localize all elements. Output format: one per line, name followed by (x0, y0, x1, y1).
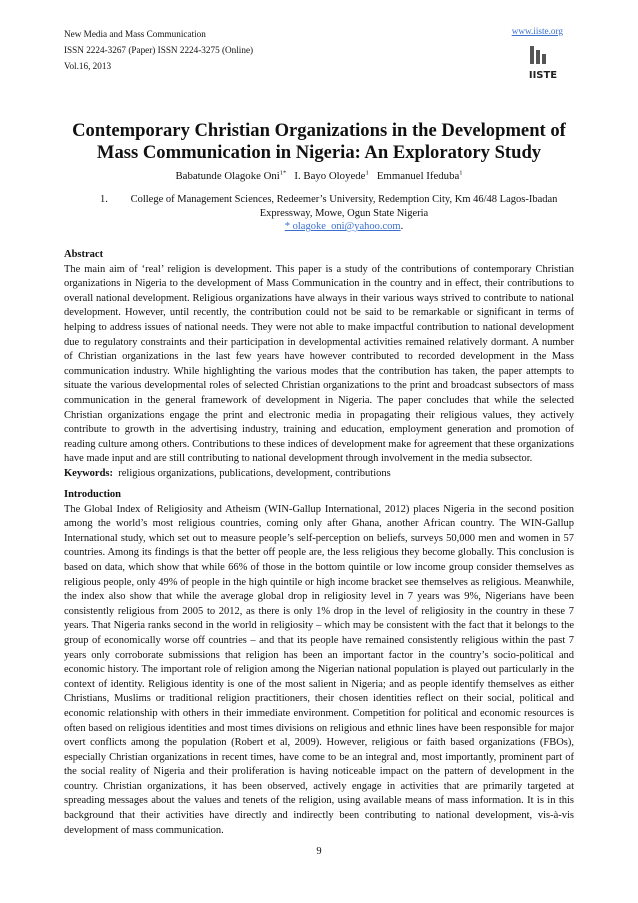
iiste-logo (528, 46, 558, 84)
affiliation-number: 1. (100, 194, 108, 205)
journal-header (64, 26, 253, 74)
issn-line: ISSN 2224-3267 (Paper) ISSN 2224-3275 (Online) (64, 45, 254, 55)
keywords-label: Keywords: (64, 467, 113, 479)
author-1: Babatunde Olagoke Oni$^{1*}$ (175, 169, 287, 182)
website-link[interactable]: www.iiste.org (511, 26, 563, 36)
author-list (64, 169, 574, 182)
email-suffix: . (400, 221, 404, 232)
abstract-heading: Abstract (64, 249, 104, 260)
journal-name: New Media and Mass Communication (64, 29, 206, 39)
keywords-text: religious organizations, publications, development, contributions (118, 467, 391, 479)
author-2: I. Bayo Oloyede$^1$ (294, 169, 369, 182)
paper-title: Contemporary Christian Organizations in the Development of Mass Communication in Nigeria: An Exploratory Study (72, 120, 566, 163)
affiliation-text: College of Management Sciences, Redeemer’s University, Redemption City, Km 46/48 Lagos-Ibadan Expressway, Mowe, Ogun State Nigeria (130, 194, 558, 219)
volume-line: Vol.16, 2013 (64, 61, 112, 71)
affiliation (100, 193, 570, 234)
abstract-section (64, 248, 574, 482)
author-3: Emmanuel Ifeduba$^1$ (376, 169, 463, 182)
introduction-heading: Introduction (64, 489, 121, 500)
author-email-link[interactable]: * olagoke_oni@yahoo.com (284, 221, 401, 232)
logo-text: IISTE (528, 70, 558, 81)
introduction-section (64, 488, 574, 838)
page-number: 9 (316, 846, 322, 857)
introduction-body: The Global Index of Religiosity and Atheism (WIN-Gallup International, 2012) places Nigeria in the second position among the world’s most religious countries, coming only after Ghana, another African country. The WIN-Gallup International study, which set out to measure people’s self-perception on beliefs, surveys 50,000 men and women in 57 countries. Among its findings is that the better off people are, the less religious they become globally. This conclusion is based on data, which show that while 66% of those in the bottom quintile or low income group consider themselves as religious people, only 49% of people in the high quintile or high income bracket see themselves as religious. Meanwhile, the index also show that while the average global drop in religiosity level in 7 years was 9%, Nigerians have been consistently religious from 2005 to 2012, as there is only 1% drop in the level of religiosity in the country in these 7 years. That Nigeria ranks second in the world in religiosity – which may be consistent with the fact that it belongs to the group of economically worse off countries – and that its people have remained consistently religious within the past 7 years only corroborate submissions that religion has been an important factor in the country’s socio-political and economic history. The important role of religion among the Nigerian national population is played out particularly in the context of identity. Religious identity is one of the most salient in Nigeria; and as people identify themselves as either Christians, Muslims or traditional religion practitioners, their chosen identities reflect on their social, political and economic relationship with others in their immediate environment. Competition for political and economic resources is often based on religious identities and most times divisions on religious and ethnic lines have been responsible for major overt conflicts among the population (Robert et al, 2009). However, religious or faith based organizations (FBOs), especially Christian organizations in recent times, have come to be an integral and, most importantly, prominent part of the social reality of Nigeria and their proliferation is having noticeable impact on the pattern of development in the country. Christian organizations, it has been observed, actively engage in activities that are primarily targeted at spreading messages about the values and tenets of the religion, using available means of mass information. It is in this background that their activities have directly and indirectly been contributing to national development, vis-à-vis development of mass communication. (64, 503, 574, 836)
keywords-line (64, 467, 574, 482)
abstract-body: The main aim of ‘real’ religion is development. This paper is a study of the contributions of contemporary Christian organizations in Nigeria to the development of Mass Communication in the country and in effect, their contributions to overall national development. Religious organizations have always in their various ways strived to contribute to national development. However, until recently, the contribution could not be said to be remarkable or significant in terms of helping to address issues of national needs. They were not able to make impactful contribution to national development due to regulatory constraints and their participation in developmental activities remained relatively dormant. A number of Christian organizations in the last few years have however contributed to recorded development in the Mass communication industry. While highlighting the various modes that the contribution has taken, the paper attempts to situate the various developmental roles of selected Christian organizations to the print and broadcast subsectors of mass communication in the general framework of development in Nigeria. The paper concludes that while the selected Christian organizations engage the print and electronic media in propagating their religious values, they actively contribute to growth in the advertising industry, training and education, employment generation and promotion of reading culture among others. Contributions to these indices of development make for agreement that these organizations have made input and are still contributing to national development through involvement in the media subsector. (64, 263, 574, 465)
